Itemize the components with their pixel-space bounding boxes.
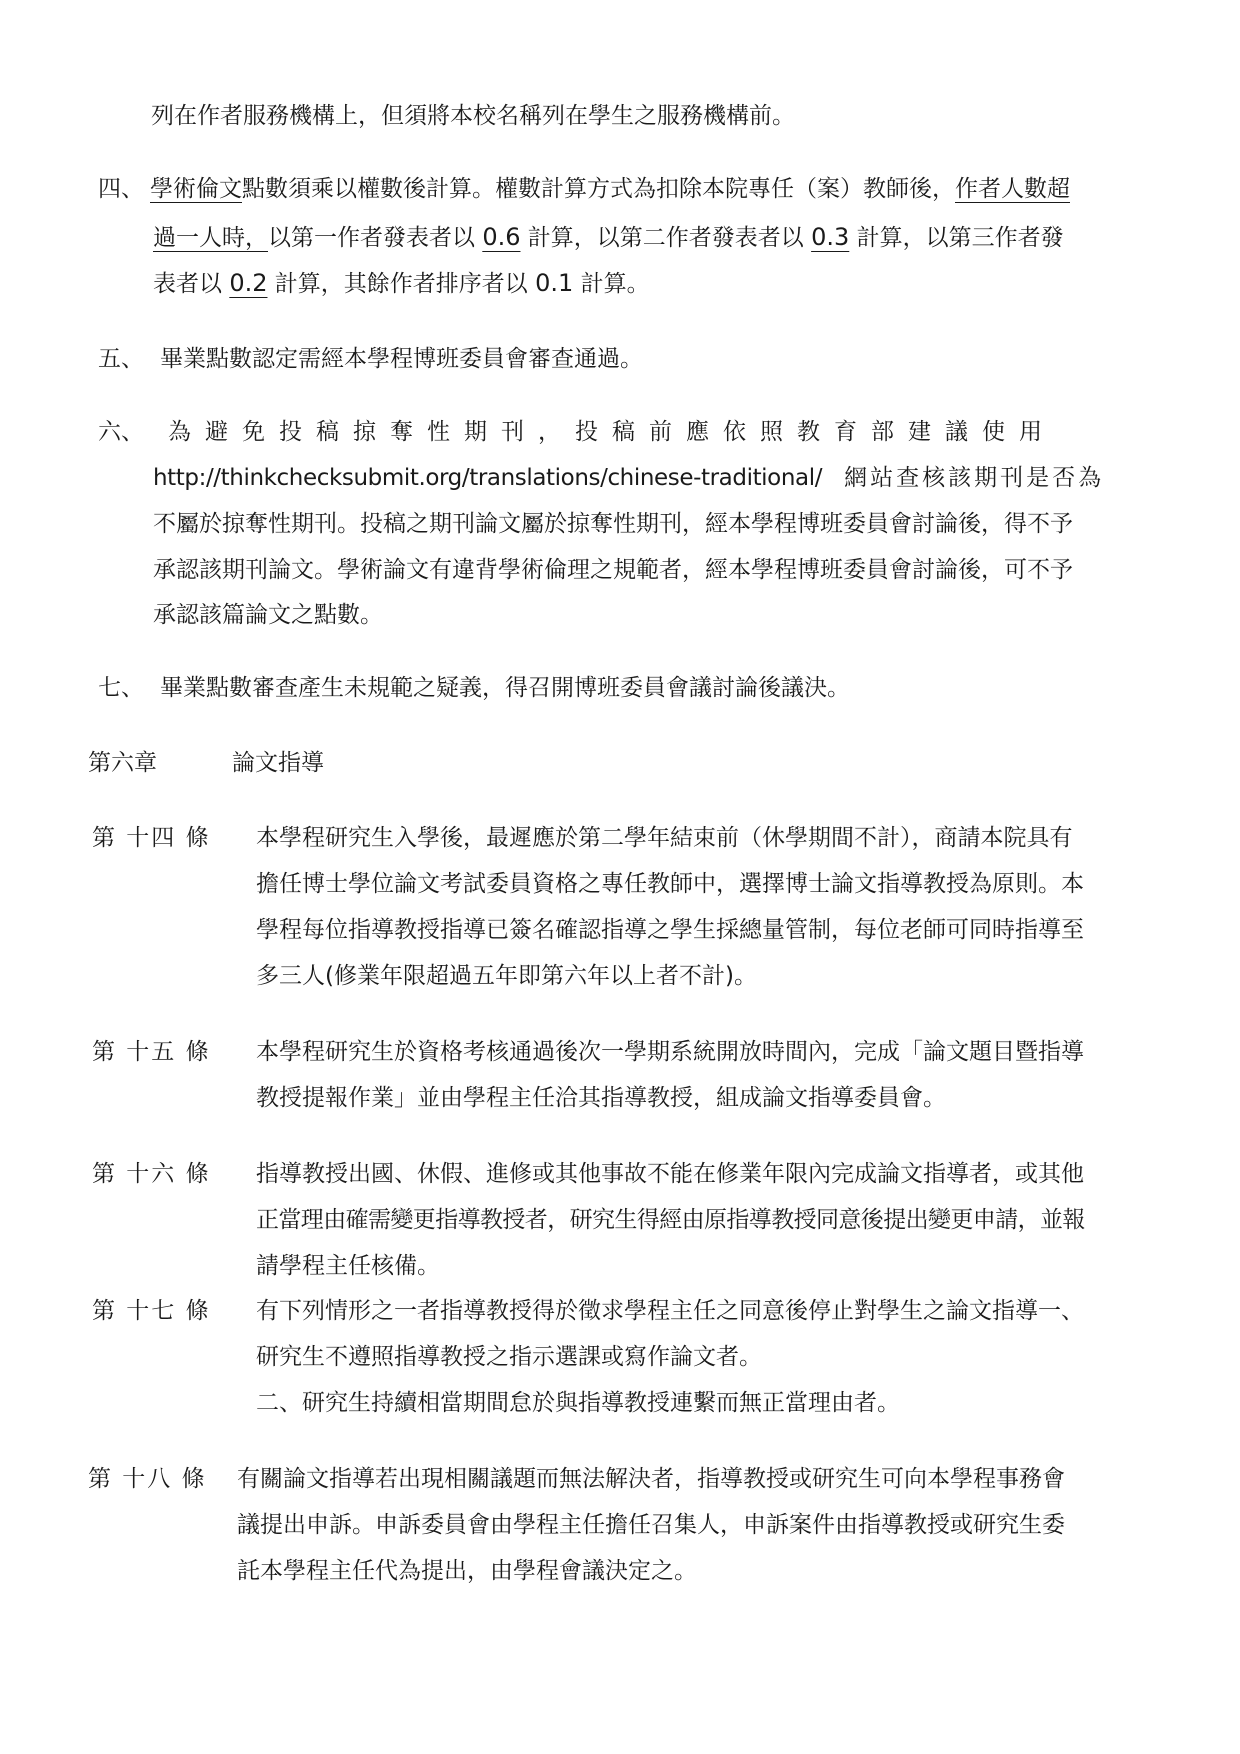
article-16-line: 正當理由確需變更指導教授者，研究生得經由原指導教授同意後提出變更申請，並報 (256, 1207, 1085, 1233)
carry-over-line: 列在作者服務機構上，但須將本校名稱列在學生之服務機構前。 (151, 103, 795, 129)
article-16-line: 請學程主任核備。 (256, 1253, 440, 1279)
weight-third-author: 0.2 (229, 269, 268, 297)
chapter-label: 第六章 (88, 750, 157, 776)
item4-line3 (153, 266, 650, 301)
item4-text: 計算，以第二作者發表者以 (520, 225, 812, 251)
article-17-line: 二、研究生持續相當期間怠於與指導教授連繫而無正當理由者。 (256, 1390, 900, 1416)
article-15-line: 本學程研究生於資格考核通過後次一學期系統開放時間內，完成「論文題目暨指導 (256, 1039, 1084, 1065)
chapter-title: 論文指導 (232, 750, 324, 776)
item6-line5: 承認該篇論文之點數。 (153, 602, 383, 628)
article-17-line: 研究生不遵照指導教授之指示選課或寫作論文者。 (256, 1344, 762, 1370)
item7-text: 畢業點數審查產生未規範之疑義，得召開博班委員會議討論後議決。 (160, 675, 850, 701)
article-17-line: 有下列情形之一者指導教授得於徵求學程主任之同意後停止對學生之論文指導一、 (256, 1298, 1084, 1324)
weight-first-author: 0.6 (482, 223, 521, 251)
item5-marker: 五、 (98, 346, 144, 372)
article-16-label: 第 十六 條 (92, 1161, 211, 1187)
item4-line1 (150, 172, 1150, 206)
article-18-label: 第 十八 條 (88, 1466, 207, 1492)
item4-underlined-term: 學術倫文 (150, 176, 242, 202)
item6-line4: 承認該期刊論文。學術論文有違背學術倫理之規範者，經本學程博班委員會討論後，可不予 (153, 557, 1073, 583)
item6-text: 網站查核該期刊是否為 (844, 465, 1105, 491)
item4-text: 計算，以第三作者發 (849, 225, 1064, 251)
article-14-label: 第 十四 條 (92, 825, 211, 851)
article-16-line: 指導教授出國、休假、進修或其他事故不能在修業年限內完成論文指導者，或其他 (256, 1161, 1084, 1187)
article-15-label: 第 十五 條 (92, 1039, 211, 1065)
item4-text: 點數須乘以權數後計算。權數計算方式為扣除本院專任（案）教師後， (242, 176, 955, 202)
article-18-line: 託本學程主任代為提出，由學程會議決定之。 (237, 1558, 697, 1584)
item7-marker: 七、 (98, 675, 144, 701)
item4-underlined-phrase-cont: 過一人時， (153, 225, 268, 251)
weight-second-author: 0.3 (811, 223, 850, 251)
item6-marker: 六、 (98, 419, 144, 445)
article-15-line: 教授提報作業」並由學程主任洽其指導教授，組成論文指導委員會。 (256, 1085, 946, 1111)
item6-line2 (153, 461, 1104, 495)
item4-text: 計算，其餘作者排序者以 (267, 271, 536, 297)
item6-line3: 不屬於掠奪性期刊。投稿之期刊論文屬於掠奪性期刊，經本學程博班委員會討論後，得不予 (153, 511, 1073, 537)
article-18-line: 議提出申訴。申訴委員會由學程主任擔任召集人，申訴案件由指導教授或研究生委 (237, 1512, 1065, 1538)
item4-text: 表者以 (153, 271, 230, 297)
item4-text: 計算。 (573, 271, 650, 297)
article-14-line: 多三人(修業年限超過五年即第六年以上者不計)。 (256, 963, 757, 989)
article-14-line: 本學程研究生入學後，最遲應於第二學年結束前（休學期間不計），商請本院具有 (256, 825, 1073, 851)
predatory-check-url: http://thinkchecksubmit.org/translations/chinese-traditional/ (153, 465, 823, 491)
item4-line2 (153, 220, 1064, 255)
article-18-line: 有關論文指導若出現相關議題而無法解決者，指導教授或研究生可向本學程事務會 (237, 1466, 1065, 1492)
article-14-line: 擔任博士學位論文考試委員資格之專任教師中，選擇博士論文指導教授為原則。本 (256, 871, 1084, 897)
item4-underlined-phrase: 作者人數超 (955, 176, 1070, 202)
item4-text: 以第一作者發表者以 (268, 225, 483, 251)
item4-marker: 四、 (98, 176, 144, 202)
article-17-label: 第 十七 條 (92, 1298, 211, 1324)
article-14-line: 學程每位指導教授指導已簽名確認指導之學生採總量管制，每位老師可同時指導至 (256, 917, 1084, 943)
weight-other-authors: 0.1 (535, 269, 574, 297)
item6-line1: 為避免投稿掠奪性期刊，投稿前應依照教育部建議使用 (168, 419, 1056, 445)
item5-text: 畢業點數認定需經本學程博班委員會審查通過。 (160, 346, 643, 372)
